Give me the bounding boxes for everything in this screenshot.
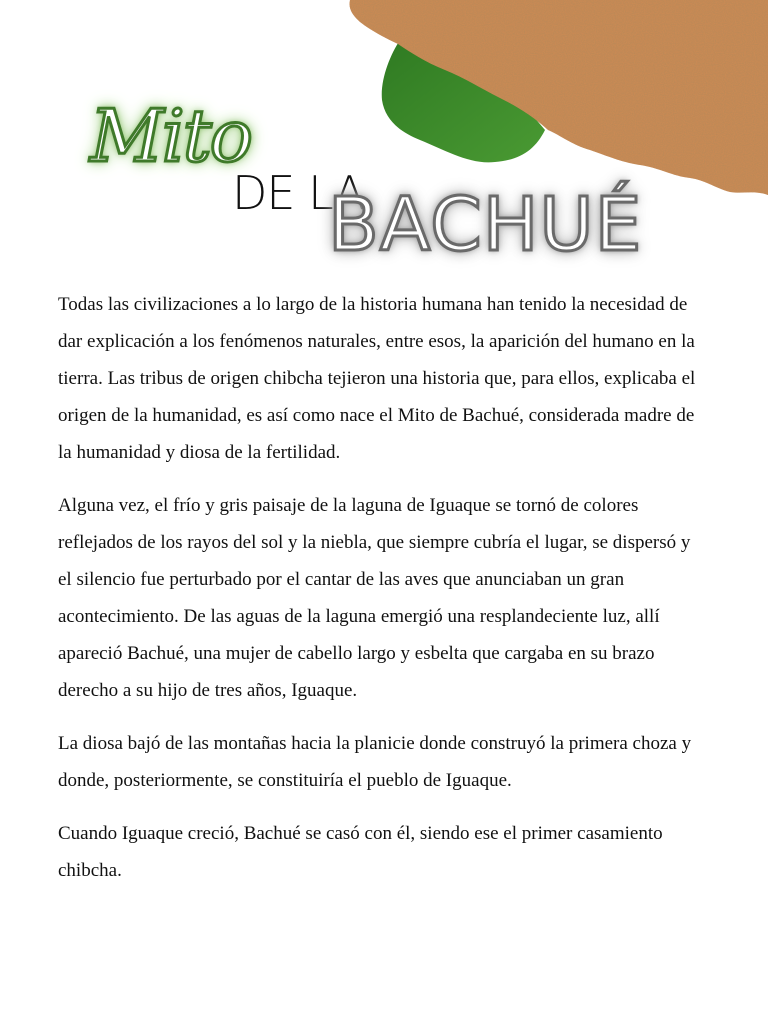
title-bachue: BACHUÉ: [328, 182, 643, 268]
paragraph-1: Todas las civilizaciones a lo largo de la historia humana han tenido la necesidad de dar explicación a los fenómenos naturales, entre esos, la aparición del humano en la tierra. Las tribus de origen chibcha tejieron una historia que, para ellos, explicaba el origen de la humanidad, es así como nace el Mito de Bachué, considerada madre de la humanidad y diosa de la fertilidad.: [58, 294, 696, 463]
title-de-la: DE LA: [232, 166, 365, 220]
article-body: [58, 286, 708, 905]
title-mito: Mito: [90, 94, 252, 178]
paragraph-3: La diosa bajó de las montañas hacia la planicie donde construyó la primera choza y donde, posteriormente, se constituiría el pueblo de Iguaque.: [58, 733, 692, 791]
paragraph-2: Alguna vez, el frío y gris paisaje de la laguna de Iguaque se tornó de colores reflejados de los rayos del sol y la niebla, que siempre cubría el lugar, se dispersó y el silencio fue perturbado por el cantar de las aves que anunciaban un gran acontecimiento. De las aguas de la laguna emergió una resplandeciente luz, allí apareció Bachué, una mujer de cabello largo y esbelta que cargaba en su brazo derecho a su hijo de tres años, Iguaque.: [58, 495, 691, 701]
paragraph-4: Cuando Iguaque creció, Bachué se casó con él, siendo ese el primer casamiento chibcha.: [58, 823, 663, 881]
